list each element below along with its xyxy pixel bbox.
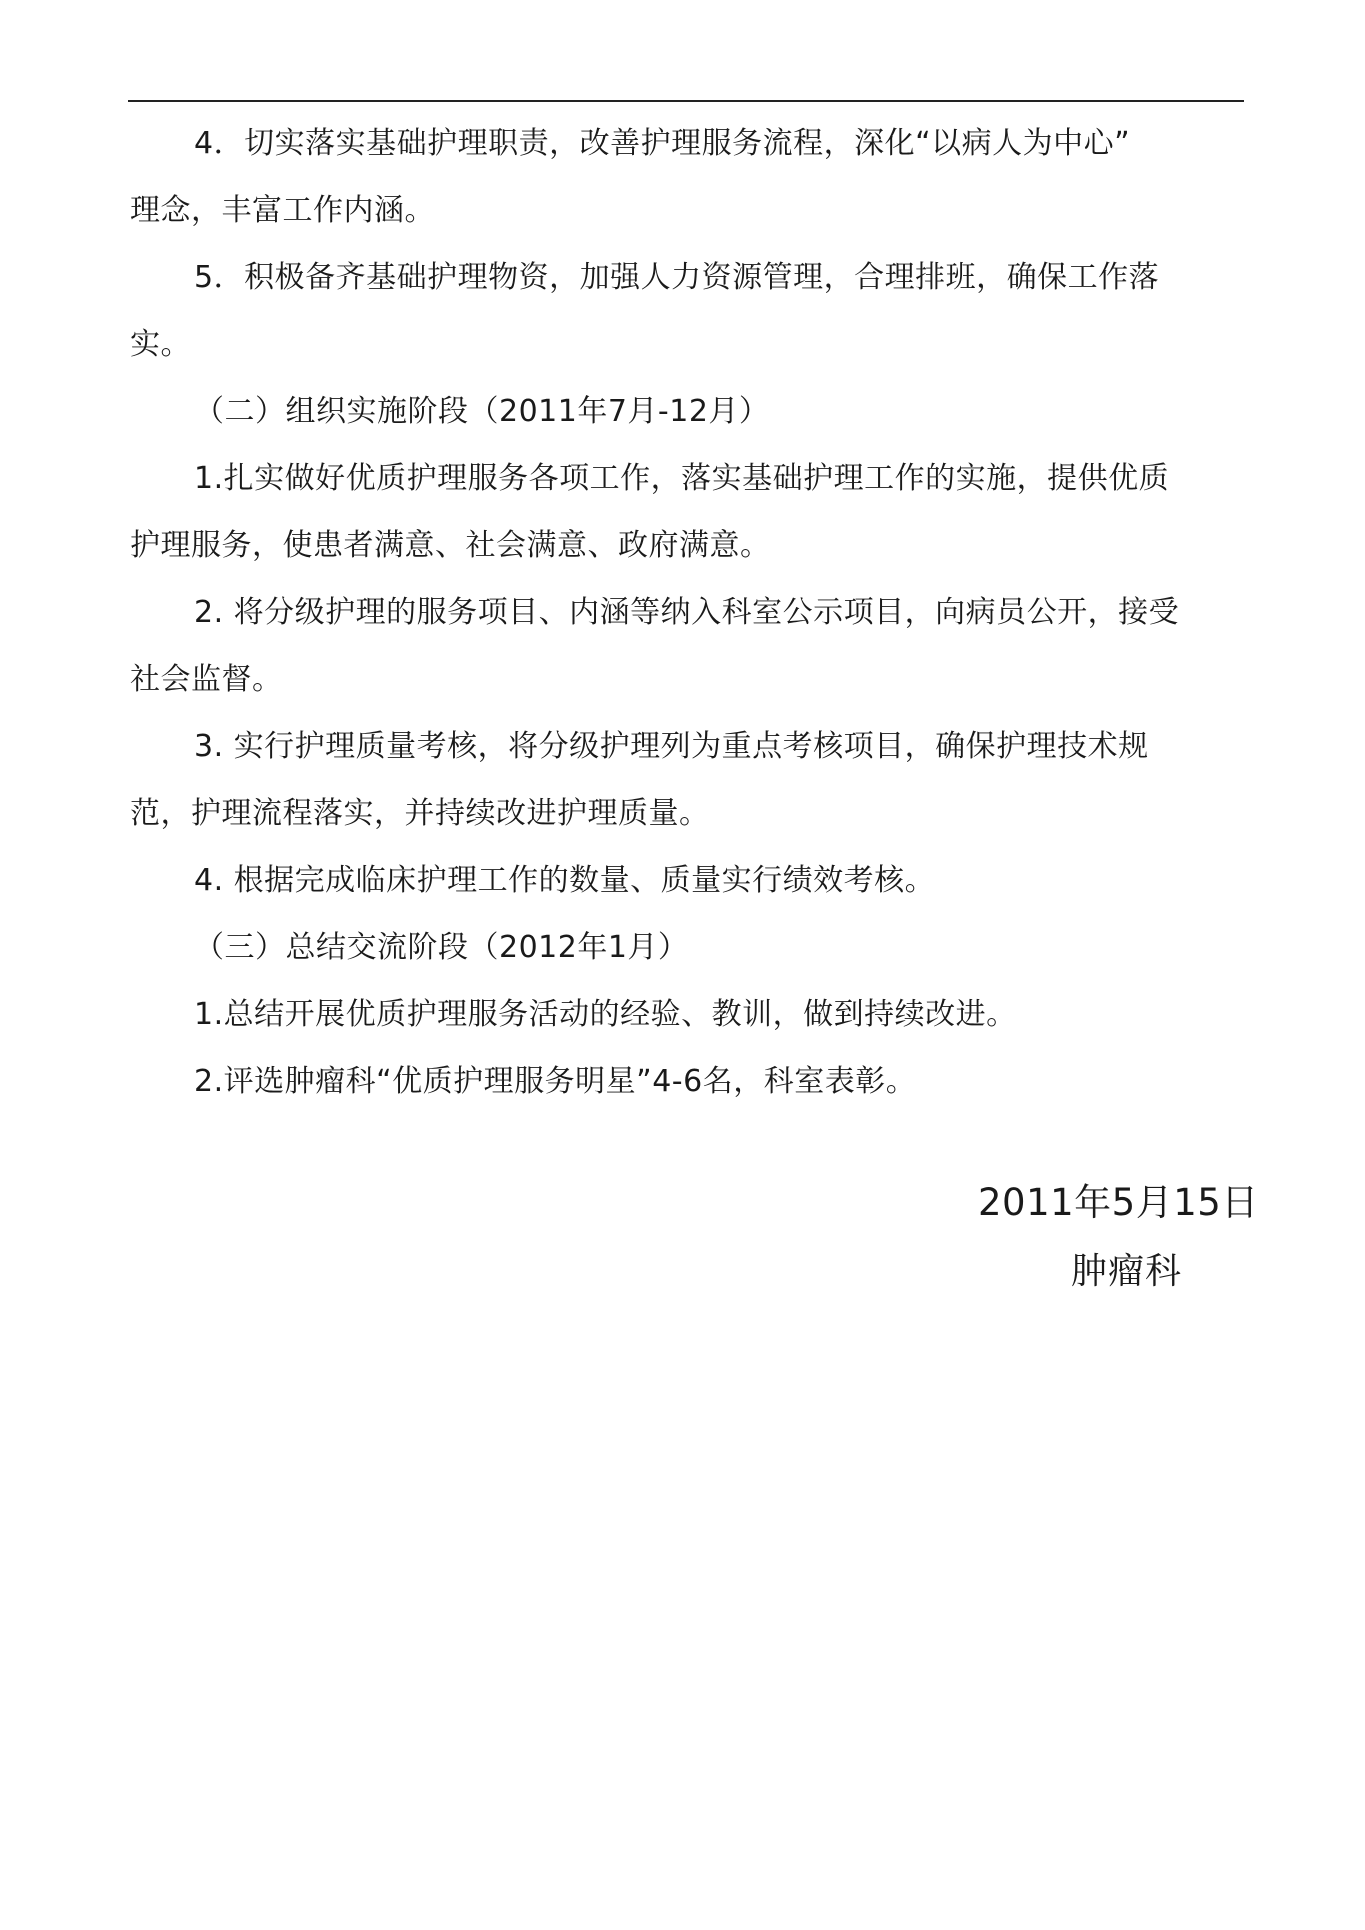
signature-date: 2011年5月15日: [978, 1181, 1259, 1224]
paragraph-summary-1: [130, 981, 1242, 1048]
paragraph-line: 5．积极备齐基础护理物资，加强人力资源管理，合理排班，确保工作落: [194, 260, 1160, 295]
header-rule: [128, 100, 1244, 102]
paragraph-line: 2.评选肿瘤科“优质护理服务明星”4-6名，科室表彰。: [194, 1064, 917, 1099]
section-heading-summary: [130, 914, 1242, 981]
paragraph-line: 社会监督。: [130, 662, 283, 697]
heading-line: （三）总结交流阶段（2012年1月）: [194, 930, 689, 965]
paragraph-line: 2. 将分级护理的服务项目、内涵等纳入科室公示项目，向病员公开，接受: [194, 595, 1180, 630]
paragraph-impl-1: [130, 445, 1242, 579]
paragraph-line: 3. 实行护理质量考核，将分级护理列为重点考核项目，确保护理技术规: [194, 729, 1149, 764]
signature-department: 肿瘤科: [1071, 1251, 1183, 1292]
paragraph-line: 4．切实落实基础护理职责，改善护理服务流程，深化“以病人为中心”: [194, 126, 1131, 161]
paragraph-summary-2: [130, 1048, 1242, 1115]
paragraph-impl-3: [130, 713, 1242, 847]
heading-line: （二）组织实施阶段（2011年7月-12月）: [194, 394, 770, 429]
paragraph-item-5: [130, 244, 1242, 378]
paragraph-line: 4. 根据完成临床护理工作的数量、质量实行绩效考核。: [194, 863, 936, 898]
paragraph-line: 1.扎实做好优质护理服务各项工作，落实基础护理工作的实施，提供优质: [194, 461, 1170, 496]
paragraph-item-4: [130, 110, 1242, 244]
paragraph-line: 范，护理流程落实，并持续改进护理质量。: [130, 796, 710, 831]
paragraph-impl-2: [130, 579, 1242, 713]
paragraph-line: 护理服务，使患者满意、社会满意、政府满意。: [130, 528, 771, 563]
section-heading-implementation: [130, 378, 1242, 445]
paragraph-line: 1.总结开展优质护理服务活动的经验、教训，做到持续改进。: [194, 997, 1017, 1032]
paragraph-line: 实。: [130, 327, 191, 362]
paragraph-line: 理念，丰富工作内涵。: [130, 193, 435, 228]
paragraph-impl-4: [130, 847, 1242, 914]
document-body: [130, 110, 1242, 1115]
